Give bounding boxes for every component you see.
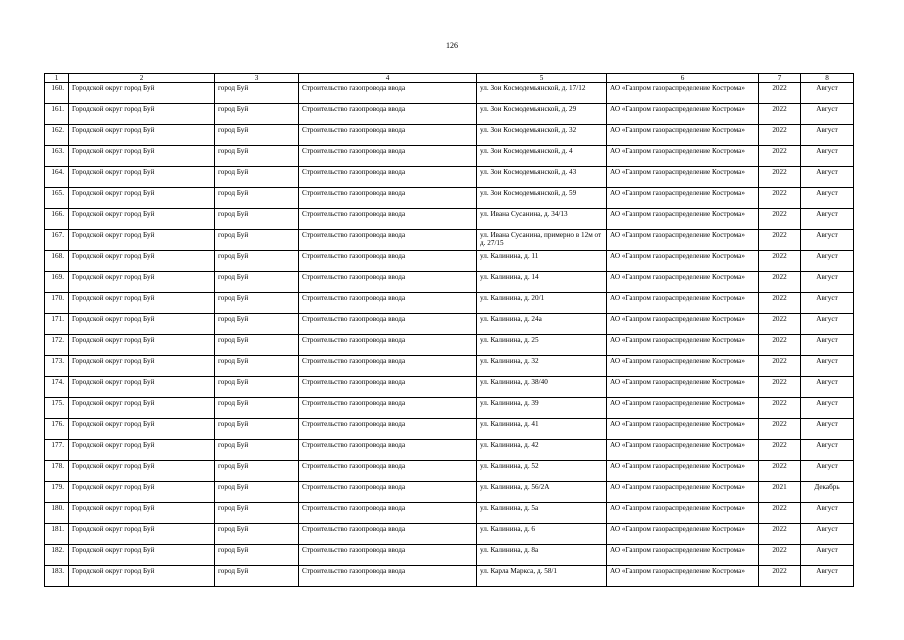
table-row [45,125,854,146]
row-number: 183. [45,566,69,587]
settlement-cell: город Буй [215,482,299,503]
year-cell: 2022 [759,335,801,356]
settlement-cell: город Буй [215,503,299,524]
district-cell: Городской округ город Буй [69,356,215,377]
organization-cell: АО «Газпром газораспределение Кострома» [607,293,759,314]
address-cell: ул. Зои Космодемьянской, д. 59 [477,188,607,209]
district-cell: Городской округ город Буй [69,293,215,314]
work-type-cell: Строительство газопровода ввода [299,209,477,230]
organization-cell: АО «Газпром газораспределение Кострома» [607,251,759,272]
work-type-cell: Строительство газопровода ввода [299,377,477,398]
district-cell: Городской округ город Буй [69,419,215,440]
work-type-cell: Строительство газопровода ввода [299,524,477,545]
year-cell: 2022 [759,251,801,272]
row-number: 173. [45,356,69,377]
organization-cell: АО «Газпром газораспределение Кострома» [607,356,759,377]
settlement-cell: город Буй [215,377,299,398]
month-cell: Август [801,293,854,314]
table-row [45,146,854,167]
row-number: 171. [45,314,69,335]
organization-cell: АО «Газпром газораспределение Кострома» [607,335,759,356]
month-cell: Август [801,314,854,335]
row-number: 178. [45,461,69,482]
work-type-cell: Строительство газопровода ввода [299,419,477,440]
address-cell: ул. Калинина, д. 14 [477,272,607,293]
year-cell: 2021 [759,482,801,503]
year-cell: 2022 [759,83,801,104]
work-type-cell: Строительство газопровода ввода [299,251,477,272]
address-cell: ул. Калинина, д. 6 [477,524,607,545]
row-number: 167. [45,230,69,251]
year-cell: 2022 [759,293,801,314]
row-number: 172. [45,335,69,356]
district-cell: Городской округ город Буй [69,272,215,293]
month-cell: Август [801,545,854,566]
address-cell: ул. Калинина, д. 20/1 [477,293,607,314]
work-type-cell: Строительство газопровода ввода [299,83,477,104]
district-cell: Городской округ город Буй [69,503,215,524]
organization-cell: АО «Газпром газораспределение Кострома» [607,440,759,461]
table-row [45,524,854,545]
column-header: 7 [759,74,801,83]
settlement-cell: город Буй [215,545,299,566]
column-header: 6 [607,74,759,83]
column-header: 2 [69,74,215,83]
month-cell: Август [801,524,854,545]
address-cell: ул. Зои Космодемьянской, д. 17/12 [477,83,607,104]
organization-cell: АО «Газпром газораспределение Кострома» [607,104,759,125]
table-row [45,503,854,524]
settlement-cell: город Буй [215,188,299,209]
work-type-cell: Строительство газопровода ввода [299,167,477,188]
organization-cell: АО «Газпром газораспределение Кострома» [607,314,759,335]
district-cell: Городской округ город Буй [69,125,215,146]
row-number: 169. [45,272,69,293]
year-cell: 2022 [759,230,801,251]
address-cell: ул. Калинина, д. 8а [477,545,607,566]
month-cell: Август [801,146,854,167]
address-cell: ул. Карла Маркса, д. 58/1 [477,566,607,587]
month-cell: Август [801,125,854,146]
organization-cell: АО «Газпром газораспределение Кострома» [607,398,759,419]
district-cell: Городской округ город Буй [69,230,215,251]
year-cell: 2022 [759,461,801,482]
work-type-cell: Строительство газопровода ввода [299,566,477,587]
district-cell: Городской округ город Буй [69,314,215,335]
organization-cell: АО «Газпром газораспределение Кострома» [607,146,759,167]
district-cell: Городской округ город Буй [69,146,215,167]
district-cell: Городской округ город Буй [69,335,215,356]
address-cell: ул. Калинина, д. 11 [477,251,607,272]
table-row [45,167,854,188]
year-cell: 2022 [759,146,801,167]
address-cell: ул. Калинина, д. 32 [477,356,607,377]
settlement-cell: город Буй [215,440,299,461]
settlement-cell: город Буй [215,461,299,482]
work-type-cell: Строительство газопровода ввода [299,356,477,377]
settlement-cell: город Буй [215,83,299,104]
settlement-cell: город Буй [215,314,299,335]
organization-cell: АО «Газпром газораспределение Кострома» [607,419,759,440]
work-type-cell: Строительство газопровода ввода [299,398,477,419]
gas-pipeline-table [44,73,854,587]
organization-cell: АО «Газпром газораспределение Кострома» [607,545,759,566]
year-cell: 2022 [759,314,801,335]
table-row [45,104,854,125]
year-cell: 2022 [759,566,801,587]
work-type-cell: Строительство газопровода ввода [299,545,477,566]
table-row [45,209,854,230]
month-cell: Август [801,188,854,209]
district-cell: Городской округ город Буй [69,545,215,566]
year-cell: 2022 [759,125,801,146]
row-number: 165. [45,188,69,209]
settlement-cell: город Буй [215,524,299,545]
month-cell: Август [801,251,854,272]
settlement-cell: город Буй [215,419,299,440]
settlement-cell: город Буй [215,566,299,587]
address-cell: ул. Зои Космодемьянской, д. 43 [477,167,607,188]
year-cell: 2022 [759,272,801,293]
work-type-cell: Строительство газопровода ввода [299,146,477,167]
district-cell: Городской округ город Буй [69,482,215,503]
table-row [45,545,854,566]
year-cell: 2022 [759,377,801,398]
year-cell: 2022 [759,440,801,461]
month-cell: Август [801,83,854,104]
row-number: 176. [45,419,69,440]
address-cell: ул. Зои Космодемьянской, д. 29 [477,104,607,125]
row-number: 163. [45,146,69,167]
table-row [45,482,854,503]
year-cell: 2022 [759,104,801,125]
table-row [45,335,854,356]
address-cell: ул. Калинина, д. 24а [477,314,607,335]
settlement-cell: город Буй [215,335,299,356]
address-cell: ул. Калинина, д. 52 [477,461,607,482]
work-type-cell: Строительство газопровода ввода [299,125,477,146]
year-cell: 2022 [759,545,801,566]
year-cell: 2022 [759,167,801,188]
month-cell: Август [801,377,854,398]
address-cell: ул. Калинина, д. 41 [477,419,607,440]
settlement-cell: город Буй [215,146,299,167]
settlement-cell: город Буй [215,293,299,314]
district-cell: Городской округ город Буй [69,398,215,419]
settlement-cell: город Буй [215,104,299,125]
row-number: 182. [45,545,69,566]
row-number: 174. [45,377,69,398]
row-number: 166. [45,209,69,230]
work-type-cell: Строительство газопровода ввода [299,314,477,335]
district-cell: Городской округ город Буй [69,251,215,272]
organization-cell: АО «Газпром газораспределение Кострома» [607,503,759,524]
organization-cell: АО «Газпром газораспределение Кострома» [607,482,759,503]
organization-cell: АО «Газпром газораспределение Кострома» [607,524,759,545]
work-type-cell: Строительство газопровода ввода [299,440,477,461]
table-row [45,461,854,482]
district-cell: Городской округ город Буй [69,167,215,188]
table-row [45,272,854,293]
address-cell: ул. Калинина, д. 25 [477,335,607,356]
row-number: 162. [45,125,69,146]
table-row [45,314,854,335]
month-cell: Август [801,335,854,356]
table-row [45,377,854,398]
district-cell: Городской округ город Буй [69,188,215,209]
settlement-cell: город Буй [215,167,299,188]
table-row [45,398,854,419]
year-cell: 2022 [759,209,801,230]
month-cell: Август [801,419,854,440]
column-header: 4 [299,74,477,83]
row-number: 164. [45,167,69,188]
month-cell: Август [801,356,854,377]
month-cell: Август [801,398,854,419]
work-type-cell: Строительство газопровода ввода [299,335,477,356]
table-row [45,230,854,251]
district-cell: Городской округ город Буй [69,566,215,587]
settlement-cell: город Буй [215,356,299,377]
table-row [45,83,854,104]
table-row [45,440,854,461]
address-cell: ул. Зои Космодемьянской, д. 4 [477,146,607,167]
table-row [45,293,854,314]
row-number: 160. [45,83,69,104]
month-cell: Август [801,461,854,482]
row-number: 180. [45,503,69,524]
column-header: 3 [215,74,299,83]
work-type-cell: Строительство газопровода ввода [299,461,477,482]
work-type-cell: Строительство газопровода ввода [299,293,477,314]
column-header: 8 [801,74,854,83]
work-type-cell: Строительство газопровода ввода [299,188,477,209]
month-cell: Август [801,272,854,293]
table-header-row [45,74,854,83]
page-number: 126 [446,41,458,50]
year-cell: 2022 [759,398,801,419]
address-cell: ул. Калинина, д. 38/40 [477,377,607,398]
organization-cell: АО «Газпром газораспределение Кострома» [607,566,759,587]
row-number: 179. [45,482,69,503]
year-cell: 2022 [759,188,801,209]
year-cell: 2022 [759,524,801,545]
year-cell: 2022 [759,356,801,377]
row-number: 175. [45,398,69,419]
table-row [45,566,854,587]
settlement-cell: город Буй [215,272,299,293]
row-number: 170. [45,293,69,314]
organization-cell: АО «Газпром газораспределение Кострома» [607,125,759,146]
address-cell: ул. Калинина, д. 42 [477,440,607,461]
row-number: 161. [45,104,69,125]
organization-cell: АО «Газпром газораспределение Кострома» [607,230,759,251]
month-cell: Август [801,209,854,230]
row-number: 181. [45,524,69,545]
organization-cell: АО «Газпром газораспределение Кострома» [607,377,759,398]
address-cell: ул. Ивана Сусанина, д. 34/13 [477,209,607,230]
month-cell: Август [801,566,854,587]
year-cell: 2022 [759,419,801,440]
district-cell: Городской округ город Буй [69,524,215,545]
month-cell: Август [801,104,854,125]
table-row [45,356,854,377]
address-cell: ул. Ивана Сусанина, примерно в 12м от д. 27/15 [477,230,607,251]
work-type-cell: Строительство газопровода ввода [299,272,477,293]
month-cell: Август [801,440,854,461]
organization-cell: АО «Газпром газораспределение Кострома» [607,461,759,482]
organization-cell: АО «Газпром газораспределение Кострома» [607,167,759,188]
settlement-cell: город Буй [215,398,299,419]
address-cell: ул. Калинина, д. 5а [477,503,607,524]
table-row [45,419,854,440]
address-cell: ул. Калинина, д. 39 [477,398,607,419]
month-cell: Декабрь [801,482,854,503]
organization-cell: АО «Газпром газораспределение Кострома» [607,83,759,104]
district-cell: Городской округ город Буй [69,377,215,398]
column-header: 5 [477,74,607,83]
row-number: 177. [45,440,69,461]
address-cell: ул. Зои Космодемьянской, д. 32 [477,125,607,146]
district-cell: Городской округ город Буй [69,440,215,461]
district-cell: Городской округ город Буй [69,209,215,230]
work-type-cell: Строительство газопровода ввода [299,230,477,251]
district-cell: Городской округ город Буй [69,461,215,482]
settlement-cell: город Буй [215,125,299,146]
month-cell: Август [801,503,854,524]
settlement-cell: город Буй [215,209,299,230]
work-type-cell: Строительство газопровода ввода [299,503,477,524]
district-cell: Городской округ город Буй [69,104,215,125]
organization-cell: АО «Газпром газораспределение Кострома» [607,209,759,230]
address-cell: ул. Калинина, д. 56/2А [477,482,607,503]
settlement-cell: город Буй [215,251,299,272]
month-cell: Август [801,167,854,188]
column-header: 1 [45,74,69,83]
work-type-cell: Строительство газопровода ввода [299,482,477,503]
work-type-cell: Строительство газопровода ввода [299,104,477,125]
year-cell: 2022 [759,503,801,524]
table-row [45,188,854,209]
organization-cell: АО «Газпром газораспределение Кострома» [607,188,759,209]
month-cell: Август [801,230,854,251]
settlement-cell: город Буй [215,230,299,251]
row-number: 168. [45,251,69,272]
table-row [45,251,854,272]
district-cell: Городской округ город Буй [69,83,215,104]
organization-cell: АО «Газпром газораспределение Кострома» [607,272,759,293]
